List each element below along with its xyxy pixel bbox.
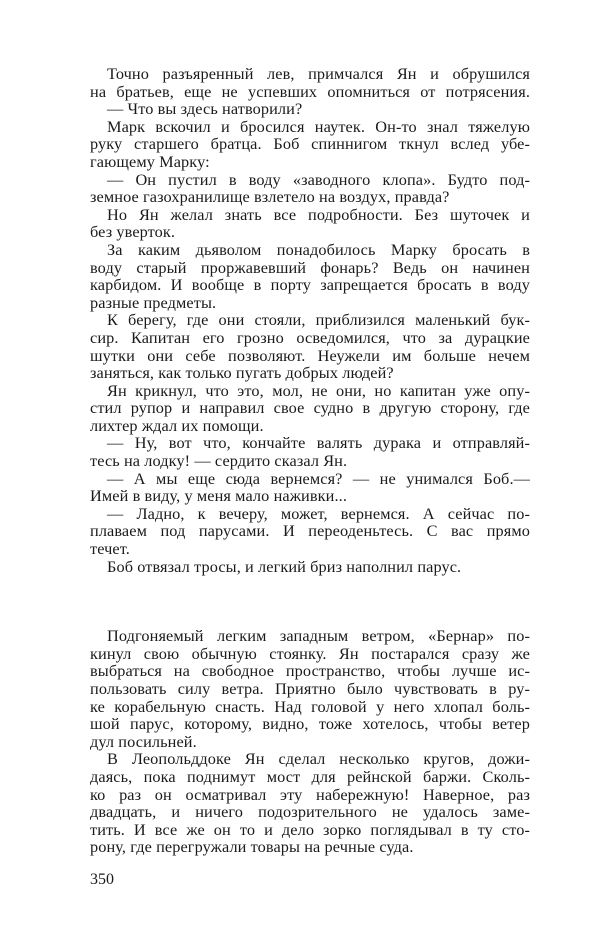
text-line: В Леопольддоке Ян сделал несколько кругов, дожи- <box>107 749 530 769</box>
text-line: — Ну, вот что, кончайте валять дурака и отправляй- <box>107 433 530 453</box>
text-line: Подгоняемый легким западным ветром, «Бернар» по- <box>107 626 530 646</box>
text-line: без уверток. <box>90 222 176 242</box>
text-line: течет. <box>90 539 130 559</box>
text-line: рону, где перегружали товары на речные суда. <box>90 837 414 857</box>
text-line: ке корабельную снасть. Над головой у него хлопал боль- <box>90 696 530 716</box>
text-line: стил рупор и направил свое судно в другую сторону, где <box>90 398 530 418</box>
text-line: — Что вы здесь натворили? <box>107 99 303 119</box>
text-line: Но Ян желал знать все подробности. Без шуточек и <box>107 204 530 224</box>
text-line: Точно разъяренный лев, примчался Ян и обрушился <box>107 64 530 83</box>
book-page <box>90 65 530 856</box>
text-line: тесь на лодку! — сердито сказал Ян. <box>90 451 348 471</box>
text-line: ко раз он осматривал эту набережную! Наверное, раз <box>90 784 530 804</box>
text-line: карбидом. И вообще в порту запрещается бросать в воду <box>90 275 530 295</box>
text-line: — Ладно, к вечеру, может, вернемся. А сейчас по- <box>107 503 530 523</box>
text-line: дул посильней. <box>90 731 197 751</box>
text-line: За каким дьяволом понадобилось Марку бросать в <box>107 239 530 259</box>
text-line: руку старшего братца. Боб спиннигом ткнул вслед убе- <box>90 134 530 154</box>
text-line: плаваем под парусами. И переоденьтесь. С вас прямо <box>90 521 530 541</box>
text-line: шой парус, которому, видно, тоже хотелось, чтобы ветер <box>90 714 530 734</box>
text-line: Имей в виду, у меня мало наживки... <box>90 486 347 506</box>
text-line: воду старый проржавевший фонарь? Ведь он начинен <box>90 257 530 277</box>
text-line: Марк вскочил и бросился наутек. Он-то знал тяжелую <box>107 116 530 136</box>
text-line: К берегу, где они стояли, приблизился маленький бук- <box>107 310 530 330</box>
page-number: 350 <box>90 871 114 888</box>
text-line: выбраться на свободное пространство, чтобы лучше ис- <box>90 661 530 681</box>
text-line: — Он пустил в воду «заводного клопа». Будто под- <box>107 169 530 189</box>
text-line: на братьев, еще не успевших опомниться от потрясения. <box>90 81 530 101</box>
text-line: лихтер ждал их помощи. <box>90 415 264 435</box>
text-section-1 <box>90 65 530 575</box>
text-line: пользовать силу ветра. Приятно было чувствовать в ру- <box>90 679 530 698</box>
text-line: гающему Марку: <box>90 151 210 171</box>
text-line: тить. И все же он то и дело зорко поглядывал в ту сто- <box>90 819 530 839</box>
text-line: Боб отвязал тросы, и легкий бриз наполнил парус. <box>107 556 462 576</box>
text-line: даясь, пока поднимут мост для рейнской баржи. Сколь- <box>90 766 530 786</box>
text-line: земное газохранилище взлетело на воздух, правда? <box>90 187 450 207</box>
section-break <box>90 575 530 627</box>
text-section-2 <box>90 627 530 856</box>
text-line: Ян крикнул, что это, мол, не они, но капитан уже опу- <box>107 380 530 400</box>
text-line: двадцать, и ничего подозрительного не удалось заме- <box>90 802 530 822</box>
text-line: сир. Капитан его грозно осведомился, что за дурацкие <box>90 327 530 347</box>
text-line: — А мы еще сюда вернемся? — не унимался Боб.— <box>107 468 530 488</box>
text-line: шутки они себе позволяют. Неужели им больше нечем <box>90 345 530 365</box>
text-line: заняться, как только пугать добрых людей? <box>90 363 394 383</box>
text-line: разные предметы. <box>90 292 217 312</box>
text-line: кинул свою обычную стоянку. Ян постарался сразу же <box>90 643 530 663</box>
